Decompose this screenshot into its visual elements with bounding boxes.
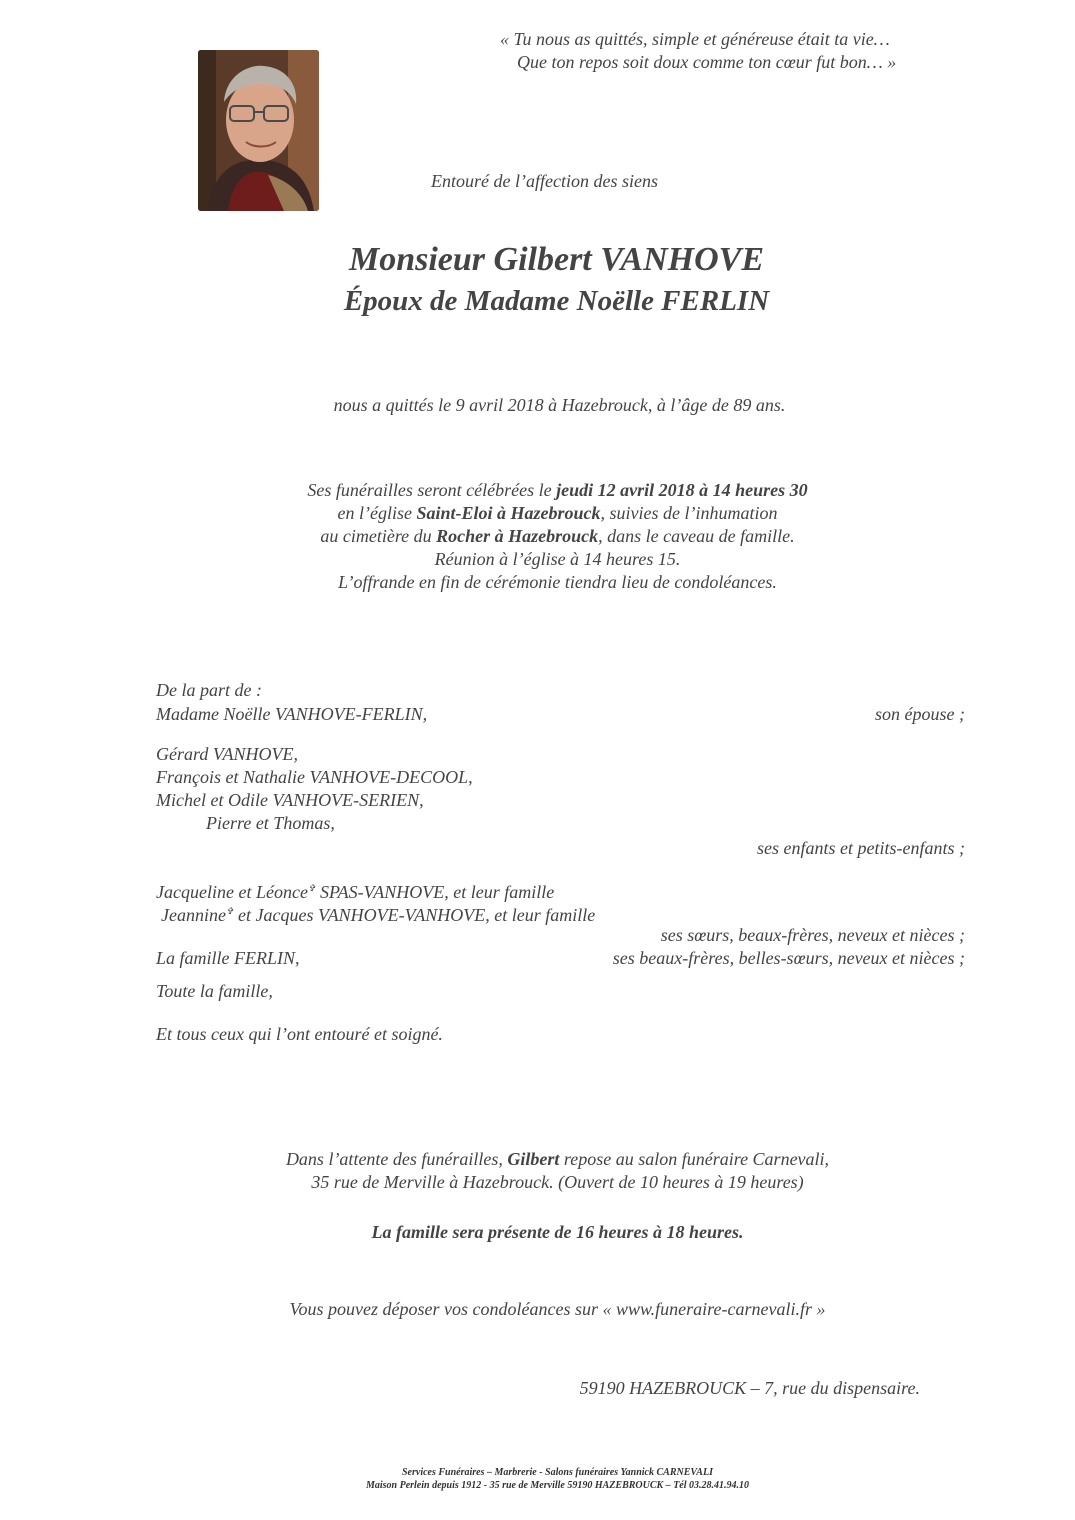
sibling-2-family: et Jacques VANHOVE-VANHOVE, et leur famille	[233, 905, 596, 925]
wake-first-name: Gilbert	[507, 1149, 560, 1169]
church-name: Saint-Eloi à Hazebrouck	[416, 503, 601, 523]
children-list	[156, 743, 473, 835]
all-family: Toute la famille,	[156, 981, 273, 1001]
wake-line-1	[0, 1148, 1075, 1171]
funeral-line-3	[0, 525, 1075, 548]
from-label: De la part de :	[156, 680, 262, 700]
funeral-line-5: L’offrande en fin de cérémonie tiendra lieu de condoléances.	[338, 572, 777, 592]
cemetery-name: Rocher à Hazebrouck	[436, 526, 599, 546]
portrait-photo-icon	[198, 50, 319, 211]
child-3: Michel et Odile VANHOVE-SERIEN,	[156, 790, 424, 810]
cross-icon: ✞	[307, 883, 316, 893]
sibling-2-names: Jeannine	[161, 905, 226, 925]
wife-name: Madame Noëlle VANHOVE-FERLIN,	[156, 704, 428, 724]
wife-role: son épouse ;	[875, 704, 965, 724]
funeral-line-1	[0, 479, 1075, 502]
wake-prefix: Dans l’attente des funérailles,	[285, 1149, 508, 1169]
sibling-1-names: Jacqueline et Léonce	[156, 882, 308, 902]
child-2: François et Nathalie VANHOVE-DECOOL,	[156, 767, 473, 787]
siblings-role: ses sœurs, beaux-frères, neveux et nièces ;	[660, 925, 965, 945]
deceased-name: Monsieur Gilbert VANHOVE	[348, 241, 764, 278]
funeral-date-prefix: Ses funérailles seront célébrées le	[307, 480, 557, 500]
footer-line-2: Maison Perlein depuis 1912 - 35 rue de Merville 59190 HAZEBROUCK – Tél 03.28.41.94.10	[365, 1480, 750, 1491]
wake-details	[0, 1148, 1075, 1194]
epitaph-quote	[500, 28, 960, 74]
sibling-1-family: SPAS-VANHOVE, et leur famille	[315, 882, 555, 902]
cemetery-suffix: , dans le caveau de famille.	[598, 526, 795, 546]
death-notice: nous a quittés le 9 avril 2018 à Hazebrouck, à l’âge de 89 ans.	[333, 395, 786, 415]
children-role: ses enfants et petits-enfants ;	[757, 838, 965, 858]
quote-line-1: « Tu nous as quittés, simple et généreuse était ta vie…	[500, 29, 890, 49]
footer-line-1: Services Funéraires – Marbrerie - Salons funéraires Yannick CARNEVALI	[402, 1467, 713, 1478]
wake-line-2: 35 rue de Merville à Hazebrouck. (Ouvert de 10 heures à 19 heures)	[311, 1172, 804, 1192]
cross-icon: ✞	[225, 906, 234, 916]
ferlin-family: La famille FERLIN,	[156, 948, 300, 968]
sibling-2	[161, 900, 595, 927]
funeral-details	[0, 479, 1075, 594]
wake-suffix: repose au salon funéraire Carnevali,	[559, 1149, 830, 1169]
child-1: Gérard VANHOVE,	[156, 744, 298, 764]
condolences-link: Vous pouvez déposer vos condoléances sur « www.funeraire-carnevali.fr »	[289, 1299, 826, 1319]
funeral-line-2	[0, 502, 1075, 525]
church-prefix: en l’église	[337, 503, 417, 523]
quote-line-2: Que ton repos soit doux comme ton cœur fut bon… »	[517, 52, 897, 72]
cemetery-prefix: au cimetière du	[320, 526, 437, 546]
intro-text: Entouré de l’affection des siens	[431, 171, 658, 191]
church-suffix: , suivies de l’inhumation	[600, 503, 778, 523]
address: 59190 HAZEBROUCK – 7, rue du dispensaire.	[579, 1378, 920, 1398]
others-line: Et tous ceux qui l’ont entouré et soigné.	[156, 1024, 443, 1044]
funeral-date: jeudi 12 avril 2018 à 14 heures 30	[556, 480, 808, 500]
footer	[0, 1466, 1075, 1492]
spouse-line: Époux de Madame Noëlle FERLIN	[343, 285, 770, 317]
family-presence: La famille sera présente de 16 heures à 18 heures.	[371, 1222, 744, 1242]
ferlin-role: ses beaux-frères, belles-sœurs, neveux et nièces ;	[612, 948, 965, 968]
grandchildren: Pierre et Thomas,	[206, 813, 335, 833]
funeral-line-4: Réunion à l’église à 14 heures 15.	[434, 549, 681, 569]
